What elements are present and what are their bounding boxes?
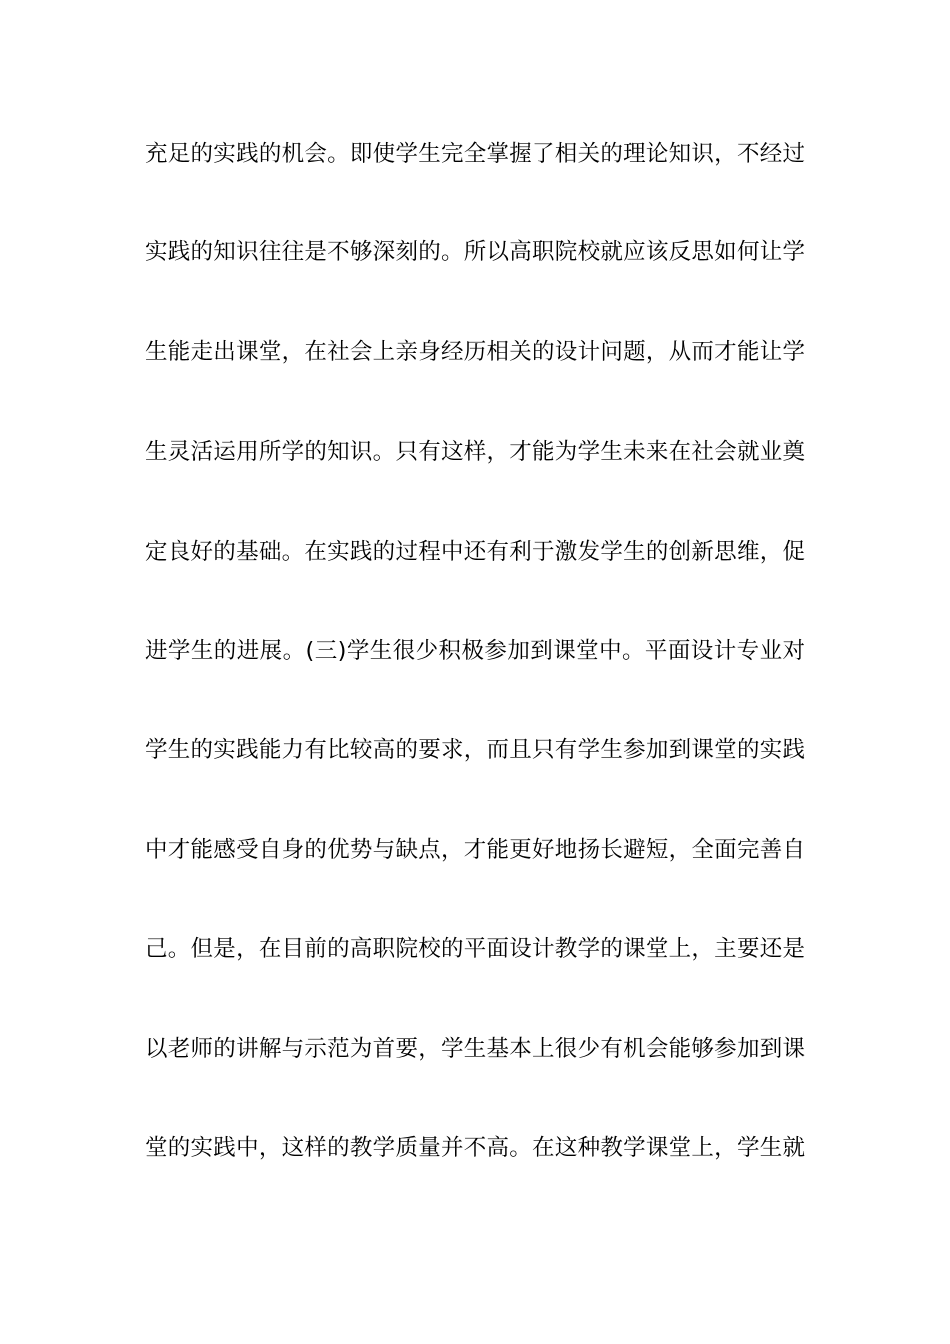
text-line: 生能走出课堂，在社会上亲身经历相关的设计问题，从而才能让学 <box>145 339 805 365</box>
text-line: 堂的实践中，这样的教学质量并不高。在这种教学课堂上，学生就 <box>145 1135 805 1161</box>
text-line: 中才能感受自身的优势与缺点，才能更好地扬长避短，全面完善自 <box>145 837 805 863</box>
text-line: 充足的实践的机会。即使学生完全掌握了相关的理论知识，不经过 <box>145 141 805 167</box>
text-line: 己。但是，在目前的高职院校的平面设计教学的课堂上，主要还是 <box>145 936 805 962</box>
text-line: 进学生的进展。(三)学生很少积极参加到课堂中。平面设计专业对 <box>145 638 805 664</box>
text-line: 以老师的讲解与示范为首要，学生基本上很少有机会能够参加到课 <box>145 1036 805 1062</box>
text-line: 实践的知识往往是不够深刻的。所以高职院校就应该反思如何让学 <box>145 239 805 265</box>
text-line: 学生的实践能力有比较高的要求，而且只有学生参加到课堂的实践 <box>145 737 805 763</box>
text-line: 生灵活运用所学的知识。只有这样，才能为学生未来在社会就业奠 <box>145 439 805 465</box>
text-line: 定良好的基础。在实践的过程中还有利于激发学生的创新思维，促 <box>145 539 805 565</box>
